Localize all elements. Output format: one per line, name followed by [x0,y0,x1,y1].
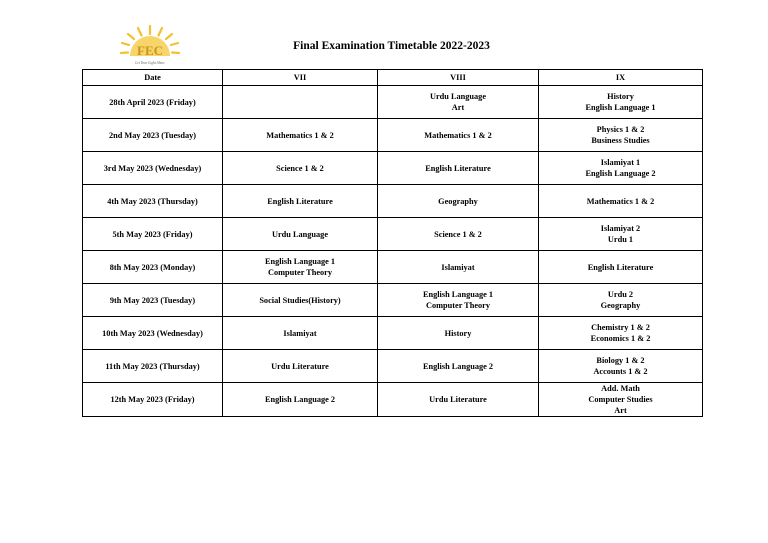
subject-text: Mathematics 1 & 2 [586,196,655,206]
table-row [83,383,703,417]
subject-text: Islamiyat [441,262,475,272]
subject-text: Islamiyat 2 [600,224,641,233]
viii-cell [378,185,539,218]
subject-text: Geography [438,196,478,206]
header-date: Date [83,70,223,86]
ix-cell [539,86,703,119]
subject-text: Add. Math [601,384,640,393]
viii-cell [378,152,539,185]
table-row [83,350,703,383]
vii-cell [223,317,378,350]
ix-cell [539,218,703,251]
subject-text: English Language 1 [422,290,494,299]
date-cell: 2nd May 2023 (Tuesday) [83,119,223,152]
vii-cell [223,350,378,383]
header-vii: VII [223,70,378,86]
ix-cell [539,284,703,317]
vii-cell [223,119,378,152]
vii-cell [223,152,378,185]
viii-cell [378,251,539,284]
ix-cell [539,119,703,152]
date-cell: 11th May 2023 (Thursday) [83,350,223,383]
date-cell: 28th April 2023 (Friday) [83,86,223,119]
subject-text: Urdu 2 [607,290,634,299]
subject-text: History [444,328,472,338]
vii-cell [223,383,378,417]
table-row [83,152,703,185]
viii-cell [378,218,539,251]
subject-text: English Literature [587,262,654,272]
subject-text: Business Studies [591,136,650,145]
date-cell: 9th May 2023 (Tuesday) [83,284,223,317]
timetable-body [83,86,703,417]
subject-text: Science 1 & 2 [434,229,482,239]
subject-text: Mathematics 1 & 2 [266,130,334,140]
ix-cell [539,152,703,185]
subject-text: Chemistry 1 & 2 [591,323,650,332]
subject-text: Art [451,103,465,112]
subject-text: Islamiyat 1 [600,158,641,167]
viii-cell [378,119,539,152]
subject-text: Computer Studies [588,395,653,404]
viii-cell [378,350,539,383]
table-row [83,185,703,218]
date-cell: 8th May 2023 (Monday) [83,251,223,284]
subject-text: Accounts 1 & 2 [593,367,648,376]
subject-text: Urdu Language [271,229,329,239]
table-row [83,119,703,152]
subject-text: Computer Theory [268,268,332,277]
date-cell: 5th May 2023 (Friday) [83,218,223,251]
ix-cell [539,317,703,350]
table-row [83,86,703,119]
subject-text: English Literature [267,196,333,206]
date-cell: 12th May 2023 (Friday) [83,383,223,417]
subject-text: English Literature [425,163,491,173]
ix-cell [539,383,703,417]
subject-text: Art [614,406,627,415]
ix-cell [539,350,703,383]
table-row [83,218,703,251]
subject-text: Geography [600,301,641,310]
subject-text: Urdu Literature [429,395,487,404]
table-row [83,284,703,317]
subject-text: Economics 1 & 2 [590,334,651,343]
ix-cell [539,251,703,284]
viii-cell [378,317,539,350]
date-cell: 10th May 2023 (Wednesday) [83,317,223,350]
subject-text: Urdu Language [429,92,487,101]
header-ix: IX [539,70,703,86]
subject-text: Physics 1 & 2 [596,125,645,134]
subject-text: Mathematics 1 & 2 [424,130,492,140]
subject-text: History [607,92,634,101]
vii-cell [223,251,378,284]
subject-text: English Language 2 [264,395,336,404]
subject-text: Biology 1 & 2 [596,356,645,365]
subject-text: Islamiyat [283,328,317,338]
viii-cell [378,383,539,417]
subject-text: English Language 2 [422,361,494,371]
subject-text: Science 1 & 2 [276,163,324,173]
viii-cell [378,284,539,317]
subject-text: Urdu 1 [607,235,634,244]
table-row [83,251,703,284]
vii-cell [223,185,378,218]
timetable [82,69,703,417]
subject-text: English Language 1 [264,257,336,266]
viii-cell [378,86,539,119]
subject-text: Computer Theory [426,301,490,310]
table-row [83,317,703,350]
logo-text: FEC [137,43,163,58]
date-cell: 4th May 2023 (Thursday) [83,185,223,218]
date-cell: 3rd May 2023 (Wednesday) [83,152,223,185]
subject-text: Urdu Literature [271,361,329,371]
vii-cell [223,218,378,251]
vii-cell [223,284,378,317]
subject-text: English Language 1 [585,103,656,112]
header-row [83,70,703,86]
logo-tagline: Let Your Light Shine [135,61,165,65]
vii-cell [223,86,378,119]
ix-cell [539,185,703,218]
subject-text: English Language 2 [585,169,656,178]
header-viii: VIII [378,70,539,86]
page-title: Final Examination Timetable 2022-2023 [293,40,490,52]
subject-text: Social Studies(History) [259,295,341,305]
